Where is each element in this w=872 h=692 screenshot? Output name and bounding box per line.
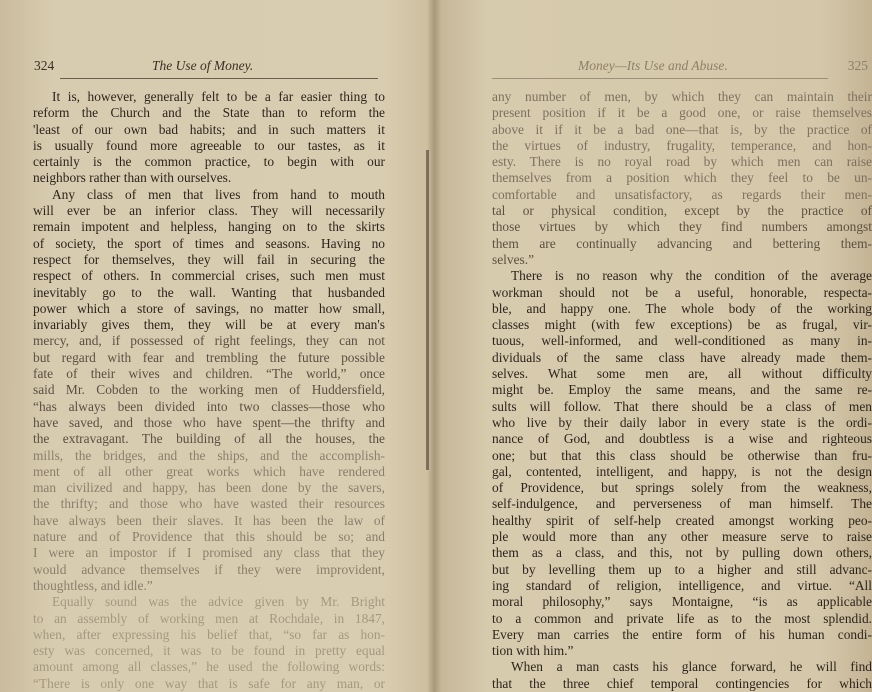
text-line: thoughtless, and idle.” [33, 577, 153, 593]
text-line: might be. Employ the same means, and the same re- [492, 382, 872, 398]
text-line: moral philosophy,” says Montaigne, “is as applicable [492, 594, 872, 610]
text-line: themselves from a position which they feel to be un- [492, 170, 872, 186]
text-line: gal, contented, intelligent, and happy, is not the design [492, 463, 872, 479]
text-line: neighbors rather than with ourselves. [33, 170, 232, 186]
text-line: ble, and happy one. The whole body of the working [492, 300, 872, 316]
text-line: but by levelling them up to a higher and still advanc- [492, 561, 872, 577]
text-line: esty was concerned, it was to be found in pretty equal [33, 643, 385, 659]
text-line: but regard with fear and trembling the future possible [33, 349, 385, 365]
gutter-shadow [426, 150, 429, 470]
text-line: when, after expressing his belief that, “so far as hon- [33, 626, 385, 642]
right-page [436, 0, 872, 692]
text-line: esty. There is no royal road by which men can raise [492, 154, 872, 170]
text-line: certainly is the common practice, to begin with our [33, 154, 385, 170]
text-line: invariably gives them, they will be at every man's [33, 317, 385, 333]
text-line: fate of their wives and children. “The world,” once [33, 366, 385, 382]
right-page-header [492, 58, 868, 78]
text-line: amount among all classes,” he used the following words: [33, 659, 385, 675]
text-line: self-indulgence, and perverseness of man himself. The [492, 496, 872, 512]
text-line: sults will follow. That there should be a class of men [492, 398, 872, 414]
text-line: have saved, and those who have spent—the thrifty and [33, 414, 385, 430]
text-line: said Mr. Cobden to the working men of Huddersfield, [33, 382, 385, 398]
text-line: to an assembly of working men at Rochdale, in 1847, [33, 610, 385, 626]
text-line: dividuals of the same class have already made them- [492, 349, 872, 365]
text-line: one; but that this class should be otherwise than fru- [492, 447, 872, 463]
left-page-header [32, 58, 416, 78]
text-line: Every man carries the entire form of his human condi- [492, 626, 872, 642]
text-line: who live by their daily labor in every state is the ordi- [492, 414, 872, 430]
text-line: of society, the sport of times and seasons. Having no [33, 235, 385, 251]
text-line: ple would more than any other measure serve to raise [492, 529, 872, 545]
text-line: them as a class, and this, not by pulling down others, [492, 545, 872, 561]
text-line: 'least of our own bad habits; and in such matters it [33, 121, 385, 137]
text-line: that the three chief temporal contingencies for which [492, 675, 872, 691]
text-line: “has always been divided into two classes—those who [33, 398, 385, 414]
text-line: comfortable and unsatisfactory, as regards their men- [492, 186, 872, 202]
text-line: nature and of Providence that this should be so; and [33, 529, 385, 545]
text-line: is usually found more agreeable to our tastes, as it [33, 137, 385, 153]
text-line: of Providence, but springs solely from the weakness, [492, 480, 872, 496]
text-line: Equally sound was the advice given by Mr. Bright [52, 594, 385, 610]
text-line: tal or physical condition, except by the practice of [492, 203, 872, 219]
header-rule [60, 78, 378, 79]
text-line: healthy spirit of self-help created amongst working peo- [492, 512, 872, 528]
text-line: inevitably go to the wall. Wanting that husbanded [33, 284, 385, 300]
text-line: ment of all other great works which have rendered [33, 463, 385, 479]
text-line: There is no reason why the condition of the average [511, 268, 872, 284]
text-line: them are continually advancing and bettering them- [492, 235, 872, 251]
text-line: present position if it be a good one, or raise themselves [492, 105, 872, 121]
text-line: above it if it be a bad one—that is, by the practice of [492, 121, 872, 137]
text-line: Any class of men that lives from hand to mouth [52, 186, 385, 202]
text-line: classes might (with few exceptions) be as frugal, vir- [492, 317, 872, 333]
text-line: respect for themselves, they will fail in securing the [33, 251, 385, 267]
text-line: selves. What some men are, all without difficulty [492, 366, 872, 382]
text-line: the virtues of industry, frugality, temperance, and hon- [492, 137, 872, 153]
text-line: man civilized and happy, has been done by the savers, [33, 480, 385, 496]
text-line: It is, however, generally felt to be a far easier thing to [52, 89, 385, 104]
text-line: the extravagant. The building of all the houses, the [33, 431, 385, 447]
running-title: Money—Its Use and Abuse. [578, 58, 728, 73]
text-line: mills, the bridges, and the ships, and the accomplish- [33, 447, 385, 463]
text-line: any number of men, by which they can maintain their [492, 89, 872, 104]
header-rule [492, 78, 828, 79]
text-line: reform the Church and the State than to reform the [33, 105, 385, 121]
text-line: When a man casts his glance forward, he will find [511, 659, 872, 675]
page-number: 325 [847, 58, 868, 73]
text-line: “There is only one way that is safe for any man, or [33, 675, 385, 691]
text-line: ing standard of religion, intelligence, and virtue. “All [492, 577, 872, 593]
text-line: tion with him.” [492, 643, 574, 659]
text-line: to a common and private life as to the most splendid. [492, 610, 872, 626]
text-line: the thrifty; and those who have wasted their resources [33, 496, 385, 512]
text-line: will ever be an inferior class. They will necessarily [33, 203, 385, 219]
text-line: remain impotent and helpless, hanging on to the skirts [33, 219, 385, 235]
text-line: mercy, and, if possessed of right feelings, they can not [33, 333, 385, 349]
text-line: tuous, well-informed, and well-conditioned as many in- [492, 333, 872, 349]
running-title: The Use of Money. [152, 58, 254, 73]
text-line: I were an impostor if I promised any class that they [33, 545, 385, 561]
text-line: power which a store of savings, no matter how small, [33, 300, 385, 316]
right-page-text [492, 89, 872, 692]
page-number: 324 [34, 58, 55, 73]
text-line: respect of others. In commercial crises, such men must [33, 268, 385, 284]
text-line: those virtues by which they find numbers amongst [492, 219, 872, 235]
text-line: have always been their slaves. It has been the law of [33, 512, 385, 528]
text-line: workman should not be a useful, honorable, respecta- [492, 284, 872, 300]
left-page-text [33, 89, 385, 692]
left-page [0, 0, 430, 692]
text-line: selves.” [492, 251, 535, 267]
text-line: nance of God, and doubtless is a wise and righteous [492, 431, 872, 447]
text-line: would advance themselves if they were improvident, [33, 561, 385, 577]
